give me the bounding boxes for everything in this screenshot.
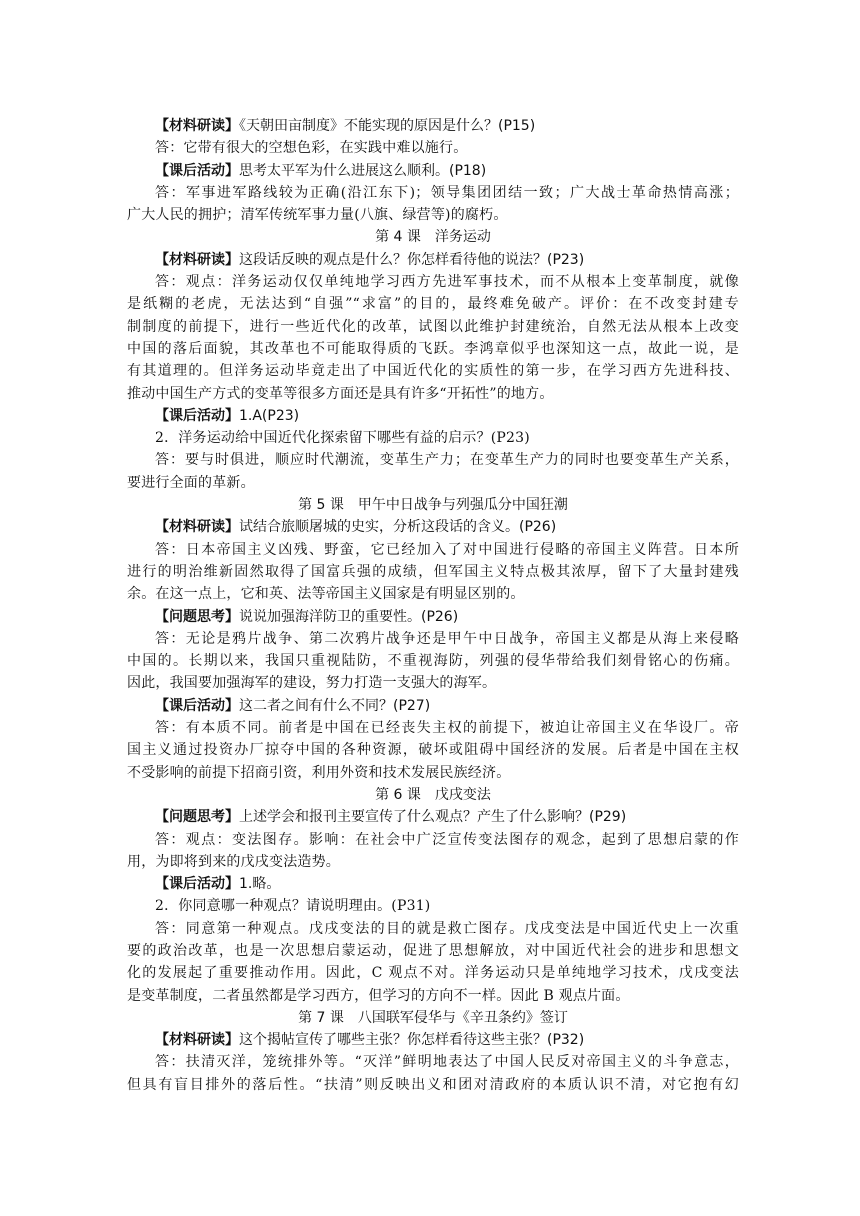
question-text: 说说加强海洋防卫的重要性。(P26) xyxy=(239,608,459,625)
question-text: 这个揭帖宣传了哪些主张？你怎样看待这些主张？(P32) xyxy=(239,1032,585,1049)
lesson-heading: 第 4 课 洋务运动 xyxy=(375,229,491,246)
continuation-line: 推动中国生产方式的变革等很多方面还是具有许多“开拓性”的地方。 xyxy=(127,385,554,402)
question-line xyxy=(127,516,739,538)
question-line xyxy=(127,873,739,895)
question-text: 《天朝田亩制度》不能实现的原因是什么？(P15) xyxy=(239,118,536,134)
question-line xyxy=(127,160,739,182)
continuation-line: 余。在这一点上，它和英、法等帝国主义国家是有明显区别的。 xyxy=(127,586,525,603)
continuation-line: 广大人民的拥护；清军传统军事力量(八旗、绿营等)的腐朽。 xyxy=(127,207,508,224)
answer-line: 答：无论是鸦片战争、第二次鸦片战争还是甲午中日战争，帝国主义都是从海上来侵略 xyxy=(155,630,739,647)
section-tag: 【材料研读】 xyxy=(155,519,239,536)
answer-line: 答：扶清灭洋，笼统排外等。“灭洋”鲜明地表达了中国人民反对帝国主义的斗争意志， xyxy=(155,1054,739,1071)
section-tag: 【材料研读】 xyxy=(155,1032,239,1049)
continuation-line: 制制度的前提下，进行一些近代化的改革，试图以此维护封建统治，自然无法从根本上改变 xyxy=(127,318,739,335)
answer-line: 答：观点：变法图存。影响：在社会中广泛宣传变法图存的观念，起到了思想启蒙的作 xyxy=(155,831,739,848)
question-text: 试结合旅顺屠城的史实，分析这段话的含义。(P26) xyxy=(239,519,557,536)
question-text: 1.略。 xyxy=(239,876,281,893)
continuation-line: 用，为即将到来的戊戌变法造势。 xyxy=(127,853,340,870)
answer-line: 答：军事进军路线较为正确(沿江东下)；领导集团团结一致；广大战士革命热情高涨； xyxy=(155,184,739,201)
answer-line: 2．你同意哪一种观点？请说明理由。(P31) xyxy=(155,898,431,915)
question-line xyxy=(127,806,739,828)
continuation-line: 化的发展起了重要推动作用。因此，C 观点不对。洋务运动只是单纯地学习技术，戊戌变法 xyxy=(127,965,739,982)
continuation-line: 是纸糊的老虎，无法达到“自强”“求富”的目的，最终难免破产。评价：在不改变封建专 xyxy=(127,296,739,313)
document-body xyxy=(127,115,739,1096)
continuation-line: 中国的落后面貌，其改革也不可能取得质的飞跃。李鸿章似乎也深知这一点，故此一说，是 xyxy=(127,340,739,357)
continuation-line: 国主义通过投资办厂掠夺中国的各种资源，破坏或阻碍中国经济的发展。后者是中国在主权 xyxy=(127,742,739,759)
section-tag: 【材料研读】 xyxy=(155,251,239,268)
question-text: 这段话反映的观点是什么？你怎样看待他的说法？(P23) xyxy=(239,251,585,268)
answer-line: 答：日本帝国主义凶残、野蛮，它已经加入了对中国进行侵略的帝国主义阵营。日本所 xyxy=(155,541,739,558)
question-text: 这二者之间有什么不同？(P27) xyxy=(239,697,431,714)
question-line xyxy=(127,249,739,271)
continuation-line: 要进行全面的革新。 xyxy=(127,474,255,491)
lesson-heading: 第 7 课 八国联军侵华与《辛丑条约》签订 xyxy=(298,1009,568,1026)
section-tag: 【课后活动】 xyxy=(155,162,239,179)
question-line xyxy=(127,405,739,427)
continuation-line: 进行的明治维新固然取得了国富兵强的成绩，但军国主义特点极其浓厚，留下了大量封建残 xyxy=(127,563,739,580)
question-line xyxy=(127,115,739,137)
lesson-heading: 第 5 课 甲午中日战争与列强瓜分中国狂潮 xyxy=(298,497,568,514)
question-line xyxy=(127,606,739,628)
continuation-line: 中国的。长期以来，我国只重视陆防，不重视海防，列强的侵华带给我们刻骨铭心的伤痛。 xyxy=(127,653,739,670)
section-tag: 【材料研读】 xyxy=(155,118,239,134)
question-text: 上述学会和报刊主要宣传了什么观点？产生了什么影响？(P29) xyxy=(239,809,627,826)
section-tag: 【问题思考】 xyxy=(155,608,239,625)
question-text: 思考太平军为什么进展这么顺利。(P18) xyxy=(239,162,487,179)
question-line xyxy=(127,1029,739,1051)
answer-line: 答：它带有很大的空想色彩，在实践中难以施行。 xyxy=(155,140,468,157)
continuation-line: 不受影响的前提下招商引资，利用外资和技术发展民族经济。 xyxy=(127,764,511,781)
question-text: 1.A(P23) xyxy=(239,407,300,424)
continuation-line: 要的政治改革，也是一次思想启蒙运动，促进了思想解放，对中国近代社会的进步和思想文 xyxy=(127,942,739,959)
answer-line: 答：有本质不同。前者是中国在已经丧失主权的前提下，被迫让帝国主义在华设厂。帝 xyxy=(155,720,739,737)
lesson-heading: 第 6 课 戊戌变法 xyxy=(375,786,491,803)
continuation-line: 因此，我国要加强海军的建设，努力打造一支强大的海军。 xyxy=(127,675,497,692)
answer-line: 答：要与时俱进，顺应时代潮流，变革生产力；在变革生产力的同时也要变革生产关系， xyxy=(155,452,739,469)
answer-line: 答：同意第一种观点。戊戌变法的目的就是救亡图存。戊戌变法是中国近代史上一次重 xyxy=(155,920,739,937)
continuation-line: 但具有盲目排外的落后性。“扶清”则反映出义和团对清政府的本质认识不清，对它抱有幻 xyxy=(127,1076,739,1093)
section-tag: 【课后活动】 xyxy=(155,407,239,424)
continuation-line: 是变革制度，二者虽然都是学习西方，但学习的方向不一样。因此 B 观点片面。 xyxy=(127,987,630,1004)
continuation-line: 有其道理的。但洋务运动毕竟走出了中国近代化的实质性的第一步，在学习西方先进科技、 xyxy=(127,363,739,380)
answer-line: 2．洋务运动给中国近代化探索留下哪些有益的启示？(P23) xyxy=(155,430,530,447)
section-tag: 【课后活动】 xyxy=(155,697,239,714)
section-tag: 【课后活动】 xyxy=(155,876,239,893)
question-line xyxy=(127,695,739,717)
answer-line: 答：观点：洋务运动仅仅单纯地学习西方先进军事技术，而不从根本上变革制度，就像 xyxy=(155,274,739,291)
section-tag: 【问题思考】 xyxy=(155,809,239,826)
